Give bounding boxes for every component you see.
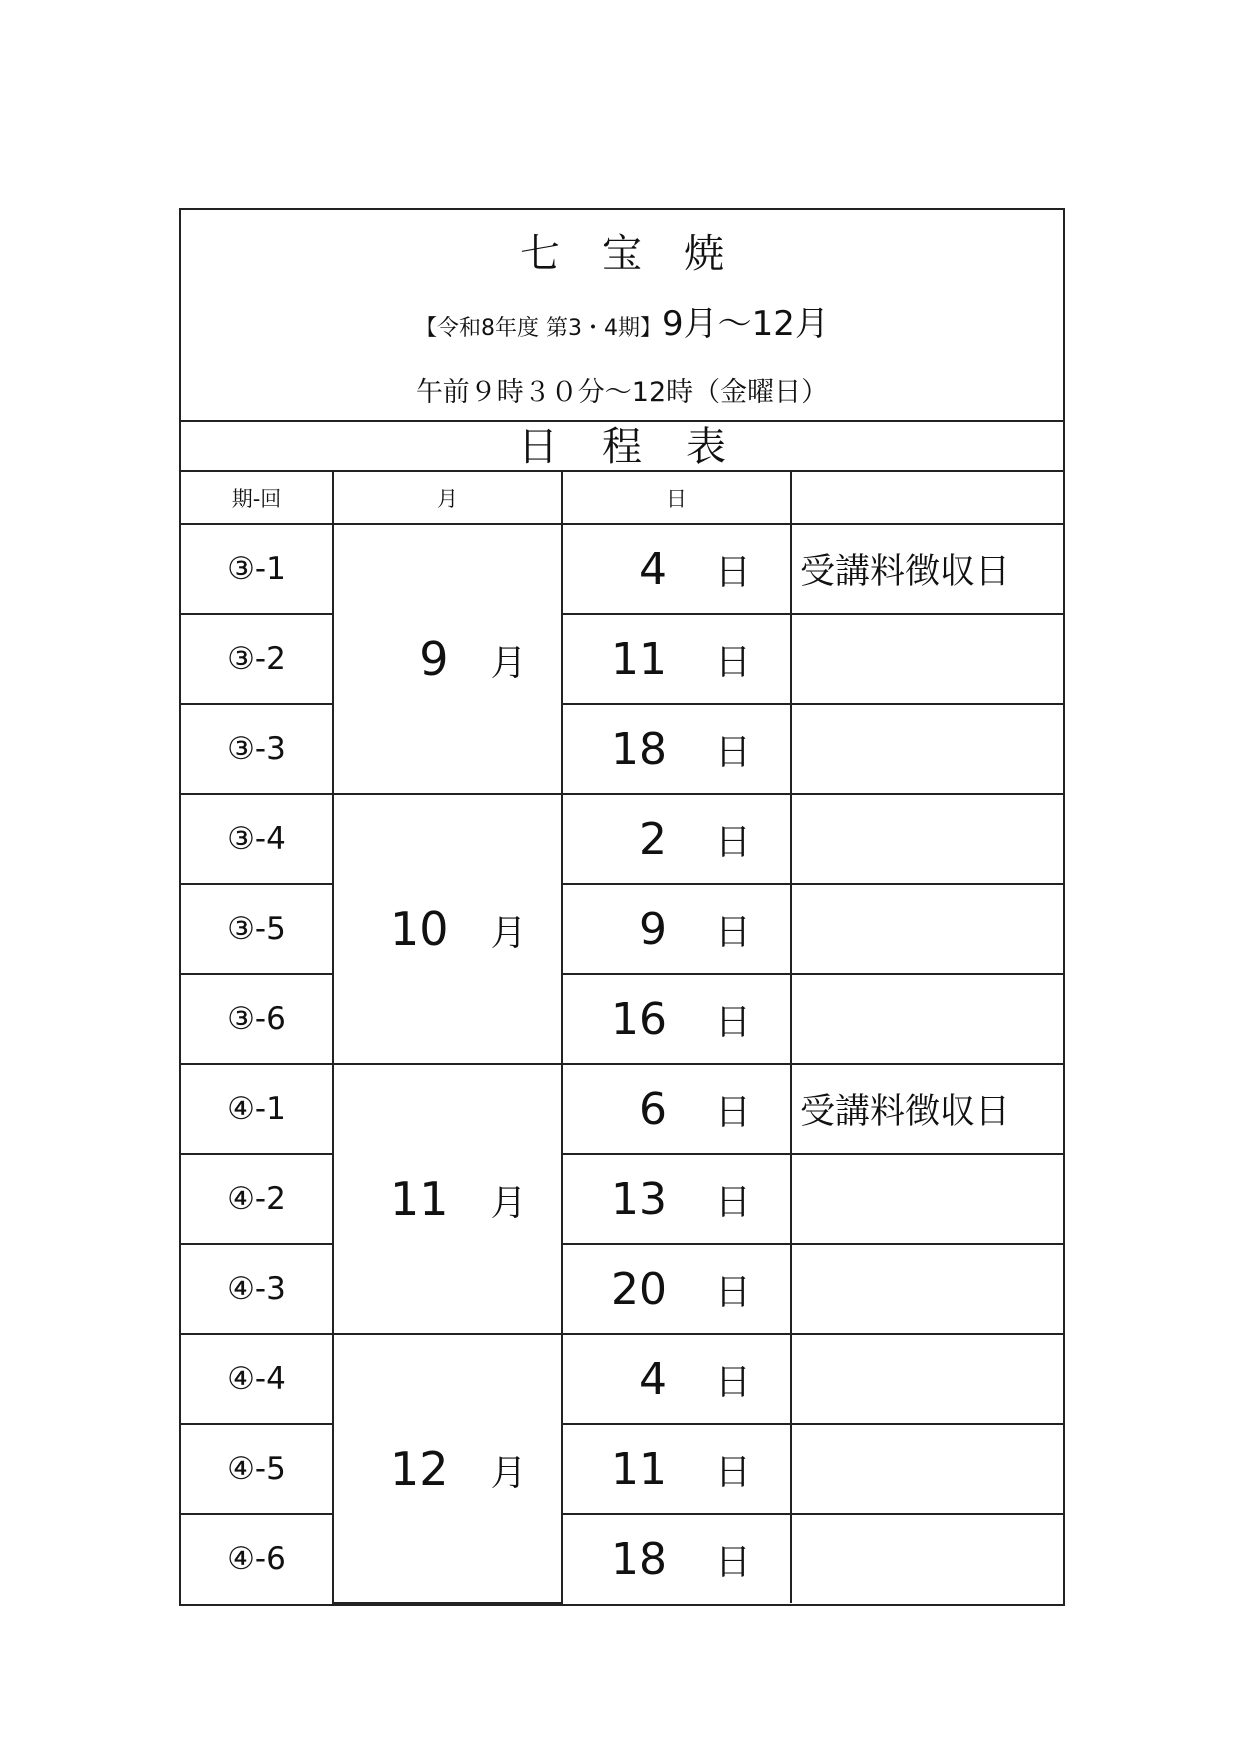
note-cell (791, 884, 1063, 974)
day-cell (562, 1424, 791, 1514)
month-number: 9 (419, 632, 449, 686)
day-number: 4 (639, 543, 667, 595)
month-unit: 月 (490, 913, 527, 954)
day-number: 11 (611, 633, 667, 685)
month-number: 10 (389, 902, 449, 956)
month-cell (333, 1334, 562, 1603)
day-unit: 日 (715, 1541, 752, 1583)
header-block (181, 210, 1063, 422)
month-cell (333, 1064, 562, 1334)
day-number: 11 (611, 1443, 667, 1495)
month-unit: 月 (490, 1183, 527, 1224)
day-unit: 日 (715, 1091, 752, 1133)
note-cell (791, 1244, 1063, 1334)
note-cell: 受講料徴収日 (791, 1064, 1063, 1154)
table-row (181, 1154, 1063, 1244)
day-cell (562, 1154, 791, 1244)
session-id: ③-2 (181, 614, 333, 704)
column-header-month: 月 (333, 472, 562, 524)
session-id: ④-5 (181, 1424, 333, 1514)
course-title: 七宝焼 (520, 231, 766, 277)
session-id: ④-4 (181, 1334, 333, 1424)
table-row (181, 1244, 1063, 1334)
table-row (181, 974, 1063, 1064)
table-row (181, 794, 1063, 884)
table-row (181, 884, 1063, 974)
schedule-sheet (179, 208, 1065, 1606)
day-number: 6 (639, 1083, 667, 1135)
time-line: 午前９時３０分～12時（金曜日） (415, 377, 829, 408)
session-id: ④-3 (181, 1244, 333, 1334)
day-number: 2 (639, 813, 667, 865)
day-unit: 日 (715, 641, 752, 683)
day-unit: 日 (715, 1361, 752, 1403)
note-cell (791, 614, 1063, 704)
day-number: 20 (611, 1263, 667, 1315)
note-cell (791, 1334, 1063, 1424)
day-cell (562, 884, 791, 974)
note-cell (791, 704, 1063, 794)
month-number: 12 (389, 1441, 449, 1496)
table-row (181, 1424, 1063, 1514)
day-unit: 日 (715, 731, 752, 773)
day-unit: 日 (715, 1001, 752, 1043)
month-unit: 月 (490, 1452, 527, 1494)
schedule-table (181, 472, 1063, 1604)
day-cell (562, 524, 791, 614)
day-number: 13 (611, 1173, 667, 1225)
session-id: ③-3 (181, 704, 333, 794)
section-title: 日程表 (181, 422, 1063, 472)
note-cell (791, 1424, 1063, 1514)
table-row (181, 614, 1063, 704)
day-unit: 日 (715, 1271, 752, 1313)
table-row (181, 1064, 1063, 1154)
day-unit: 日 (715, 551, 752, 593)
note-cell (791, 1154, 1063, 1244)
day-cell (562, 1064, 791, 1154)
column-header-note (791, 472, 1063, 524)
term-label: 【令和8年度 第3・4期】 (415, 316, 663, 341)
month-unit: 月 (490, 643, 527, 684)
day-cell (562, 614, 791, 704)
session-id: ④-2 (181, 1154, 333, 1244)
day-unit: 日 (715, 1181, 752, 1223)
schedule-body (181, 524, 1063, 1603)
session-id: ④-1 (181, 1064, 333, 1154)
session-id: ③-5 (181, 884, 333, 974)
day-cell (562, 1514, 791, 1603)
day-number: 16 (611, 993, 667, 1045)
month-number: 11 (389, 1172, 449, 1226)
month-cell (333, 524, 562, 794)
note-cell (791, 794, 1063, 884)
session-id: ③-1 (181, 524, 333, 614)
day-number: 18 (611, 723, 667, 775)
session-id: ③-6 (181, 974, 333, 1064)
day-unit: 日 (715, 911, 752, 953)
table-row (181, 704, 1063, 794)
day-unit: 日 (715, 821, 752, 863)
day-cell (562, 974, 791, 1064)
note-cell (791, 1514, 1063, 1603)
table-header-row (181, 472, 1063, 524)
day-number: 9 (639, 903, 667, 955)
note-cell: 受講料徴収日 (791, 524, 1063, 614)
table-row (181, 1334, 1063, 1424)
note-cell (791, 974, 1063, 1064)
day-cell (562, 794, 791, 884)
day-cell (562, 1334, 791, 1424)
term-months: 9月～12月 (662, 304, 829, 344)
session-id: ④-6 (181, 1514, 333, 1603)
term-line (181, 296, 1063, 345)
day-number: 18 (611, 1533, 667, 1585)
table-row (181, 524, 1063, 614)
day-unit: 日 (715, 1451, 752, 1493)
column-header-day: 日 (562, 472, 791, 524)
month-cell (333, 794, 562, 1064)
day-number: 4 (639, 1353, 667, 1405)
day-cell (562, 704, 791, 794)
table-row (181, 1514, 1063, 1603)
day-cell (562, 1244, 791, 1334)
column-header-ki: 期‐回 (181, 472, 333, 524)
session-id: ③-4 (181, 794, 333, 884)
